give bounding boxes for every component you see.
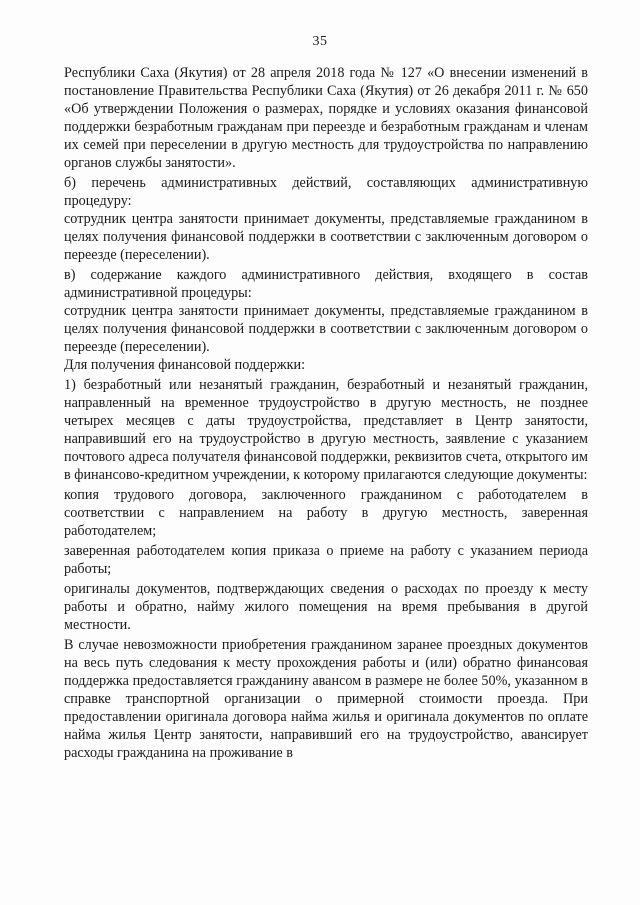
paragraph-item-b-text: сотрудник центра занятости принимает документы, представляемые гражданином в целях получения финансовой поддержки в соответствии с заключенным договором о переезде (переселении). bbox=[64, 211, 588, 263]
paragraph-item-b-heading: б) перечень административных действий, составляющих административную процедуру: bbox=[64, 175, 588, 209]
paragraph-support-intro: Для получения финансовой поддержки: bbox=[64, 357, 306, 373]
document-body bbox=[64, 64, 588, 762]
paragraph-item-v-text: сотрудник центра занятости принимает документы, представляемые гражданином в целях получения финансовой поддержки в соответствии с заключенным договором о переезде (переселении). bbox=[64, 303, 588, 355]
paragraph-doc-expense-originals: оригиналы документов, подтверждающих сведения о расходах по проезду к месту работы и обратно, найму жилого помещения на время пребывания в другой местности. bbox=[64, 581, 588, 633]
paragraph-decree-reference: Республики Саха (Якутия) от 28 апреля 2018 года № 127 «О внесении изменений в постановление Правительства Республики Саха (Якутия) от 26 декабря 2011 г. № 650 «Об утверждении Положения о размерах, порядке и условиях оказания финансовой поддержки безработным гражданам при переезде и безработным гражданам и членам их семей при переселении в другую местность для трудоустройства по направлению органов службы занятости». bbox=[64, 65, 588, 171]
paragraph-point-1: 1) безработный или незанятый гражданин, безработный и незанятый гражданин, направленный на временное трудоустройство в другую местность, не позднее четырех месяцев с даты трудоустройства, представляет в Центр занятости, направивший его на трудоустройство в другую местность, заявление с указанием почтового адреса получателя финансовой поддержки, реквизитов счета, открытого им в финансово-кредитном учреждении, к которому прилагаются следующие документы: bbox=[64, 377, 588, 483]
paragraph-item-v-heading: в) содержание каждого административного действия, входящего в состав административной процедуры: bbox=[64, 267, 588, 301]
paragraph-doc-hiring-order: заверенная работодателем копия приказа о приеме на работу с указанием периода работы; bbox=[64, 543, 588, 577]
paragraph-advance-payment: В случае невозможности приобретения гражданином заранее проездных документов на весь путь следования к месту прохождения работы и (или) обратно финансовая поддержка предоставляется гражданину авансом в размере не более 50%, указанном в справке транспортной организации о примерной стоимости проезда. При предоставлении оригинала договора найма жилья и оригинала документов по оплате найма жилья Центр занятости, направивший его на трудоустройство, авансирует расходы гражданина на проживание в bbox=[64, 637, 588, 761]
page-number: 35 bbox=[312, 34, 328, 49]
paragraph-doc-labor-contract: копия трудового договора, заключенного гражданином с работодателем в соответствии с направлением на работу в другую местность, заверенная работодателем; bbox=[64, 487, 588, 539]
